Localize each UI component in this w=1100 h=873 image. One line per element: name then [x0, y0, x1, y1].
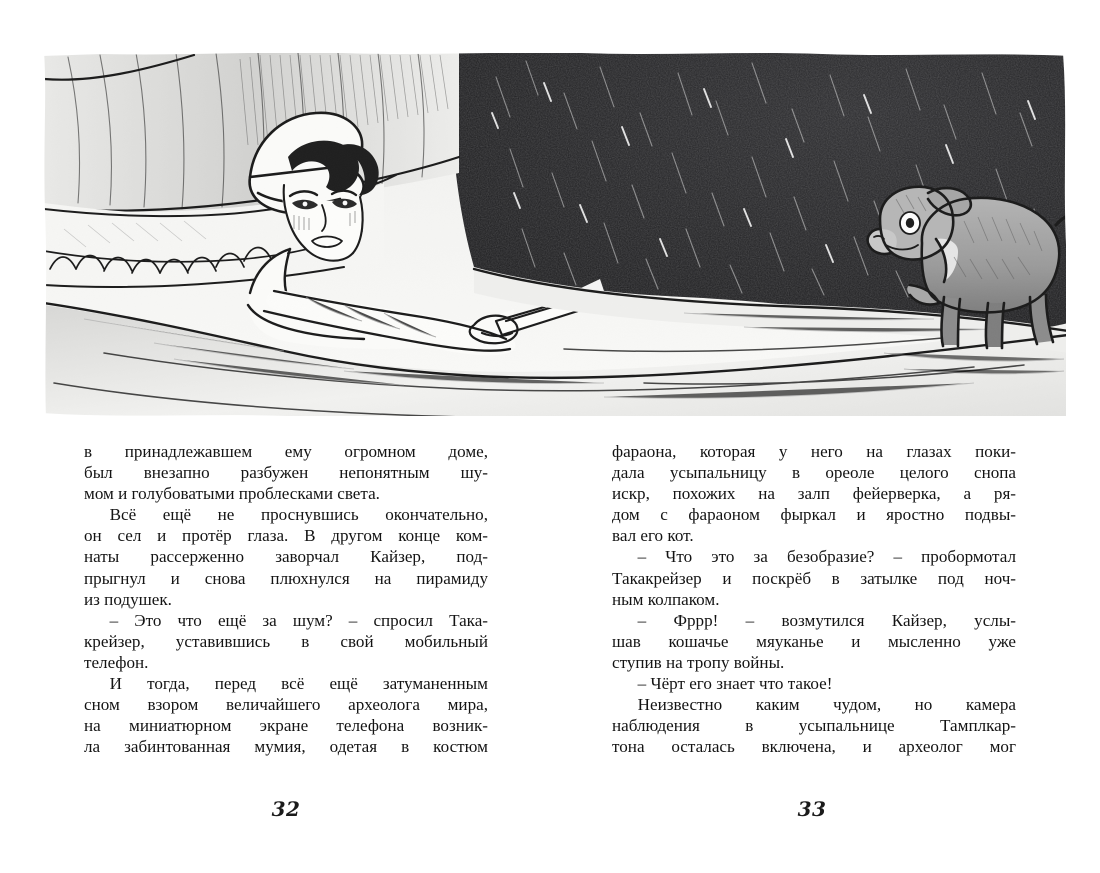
text-line: из подушек. [84, 589, 172, 609]
text-line: – Что это за безобразие? – пробормотал [637, 547, 1016, 567]
text-line: был внезапно разбужен непонятным шу- [84, 463, 488, 483]
text-columns [0, 441, 1100, 801]
text-line: наблюдения в усыпальнице Тамплкар- [612, 716, 1016, 736]
paragraph [612, 441, 1016, 546]
paragraph [84, 673, 488, 757]
text-line: мом и голубоватыми проблесками света. [84, 484, 380, 504]
paragraph [612, 610, 1016, 673]
illustration-artwork [44, 53, 1068, 419]
paragraph [612, 546, 1016, 609]
paragraph [612, 694, 1016, 757]
illustration-canvas [44, 53, 1068, 419]
page-number-left: 32 [271, 797, 301, 821]
text-line: – Фррр! – возмутился Кайзер, услы- [637, 610, 1016, 630]
text-line: фараона, которая у него на глазах поки- [612, 442, 1016, 461]
text-line: ла забинтованная мумия, одетая в костюм [84, 737, 488, 757]
text-line: дала усыпальницу в ореоле целого снопа [612, 463, 1016, 483]
column-right [612, 441, 1016, 757]
text-line: ступив на тропу войны. [612, 652, 785, 672]
text-line: в принадлежавшем ему огромном доме, [84, 442, 488, 461]
paragraph [84, 610, 488, 673]
text-line: Такакрейзер и поскрёб в затылке под ноч- [612, 568, 1016, 588]
text-line: – Чёрт его знает что такое! [637, 674, 833, 694]
text-line: прыгнул и снова плюхнулся на пирамиду [84, 568, 488, 588]
text-line: вал его кот. [612, 526, 694, 546]
text-line: ным колпаком. [612, 589, 720, 609]
text-line: телефон. [84, 652, 149, 672]
paragraph [84, 441, 488, 504]
text-line: сном взором величайшего археолога мира, [84, 695, 488, 715]
text-line: он сел и протёр глаза. В другом конце ком- [84, 526, 488, 546]
text-line: наты рассерженно заворчал Кайзер, под- [84, 547, 488, 567]
paragraph [84, 504, 488, 609]
text-line: тона осталась включена, и археолог мог [612, 737, 1016, 757]
text-line: Всё ещё не проснувшись окончательно, [109, 505, 488, 525]
text-line: И тогда, перед всё ещё затуманенным [109, 674, 488, 694]
text-line: шав кошачье мяуканье и мысленно уже [612, 631, 1016, 651]
page-number-right: 33 [797, 797, 827, 821]
column-left [84, 441, 488, 757]
text-line: искр, похожих на залп фейерверка, а ря- [612, 484, 1016, 504]
paragraph [612, 673, 1016, 694]
text-line: крейзер, уставившись в свой мобильный [84, 631, 488, 651]
illustration [44, 53, 1068, 419]
text-line: – Это что ещё за шум? – спросил Така- [109, 610, 488, 630]
text-line: на миниатюрном экране телефона возник- [84, 716, 488, 736]
text-line: Неизвестно каким чудом, но камера [637, 695, 1016, 715]
text-line: дом с фараоном фыркал и яростно подвы- [612, 505, 1016, 525]
